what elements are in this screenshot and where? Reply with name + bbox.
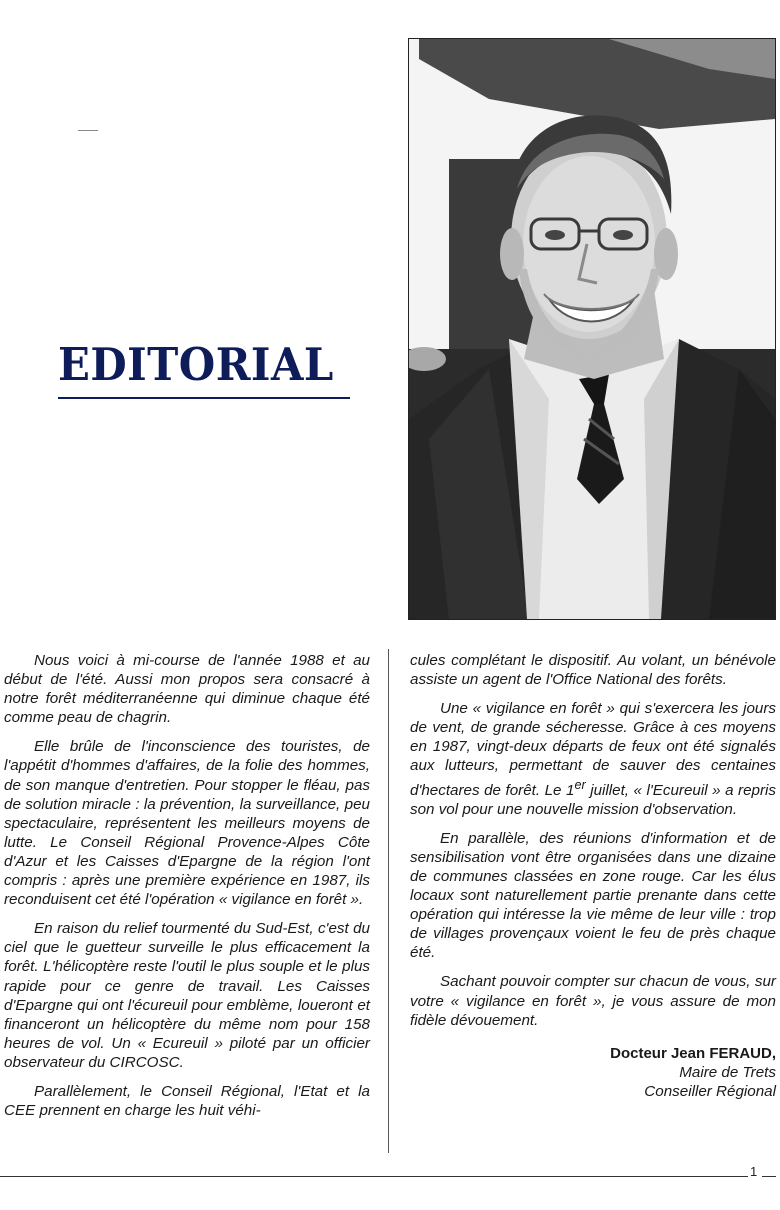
title-underline xyxy=(58,397,350,399)
portrait-illustration xyxy=(409,39,775,619)
article-column-left xyxy=(4,651,370,1130)
signature-title: Conseiller Régional xyxy=(644,1082,776,1100)
page-title: EDITORIAL xyxy=(58,338,334,391)
paragraph: Nous voici à mi-course de l'année 1988 et au début de l'été. Aussi mon propos sera consacré à notre forêt méditerranéenne qui diminue chaque été comme peau de chagrin. xyxy=(4,652,370,727)
superscript: er xyxy=(574,777,586,792)
column-divider xyxy=(388,649,389,1153)
paragraph xyxy=(410,699,776,819)
portrait-photo xyxy=(408,38,776,620)
footer-rule-tail xyxy=(762,1176,776,1177)
signature-title: Maire de Trets xyxy=(679,1063,776,1081)
signature-block xyxy=(410,1044,776,1101)
paragraph: cules complétant le dispositif. Au volant, un bénévole assiste un agent de l'Office National des forêts. xyxy=(410,652,776,689)
editorial-heading xyxy=(58,338,354,399)
paragraph: En parallèle, des réunions d'information et de sensibilisation vont être organisées dans une dizaine de communes classées en zone rouge. Car les élus locaux sont naturellement partie prenante dans cette opération qui intéresse la vie même de leur ville : trop de villages provençaux voient le feu de près chaque été. xyxy=(410,829,776,962)
page-number: 1 xyxy=(750,1164,758,1179)
footer-rule xyxy=(0,1176,748,1177)
paragraph-text: juillet, « l'Ecureuil » a repris son vol pour une nouvelle mission d'observation. xyxy=(410,781,776,818)
stray-mark xyxy=(78,130,98,131)
signature-name: Docteur Jean FERAUD, xyxy=(610,1044,776,1062)
paragraph: Sachant pouvoir compter sur chacun de vous, sur votre « vigilance en forêt », je vous assure de mon fidèle dévouement. xyxy=(410,973,776,1029)
article-column-right xyxy=(410,651,776,1101)
paragraph: Parallèlement, le Conseil Régional, l'Etat et la CEE prennent en charge les huit véhi- xyxy=(4,1082,370,1120)
paragraph: En raison du relief tourmenté du Sud-Est, c'est du ciel que le guetteur surveille le plus efficacement la forêt. L'hélicoptère reste l'outil le plus souple et le plus rapide pour ce genre de travail. Les Caisses d'Epargne qui ont l'écureuil pour emblème, loueront et financeront un hélicoptère du même nom pour 158 heures de vol. Un « Ecureuil » piloté par un officier observateur du CIRCOSC. xyxy=(4,920,370,1071)
paragraph-text: Une « vigilance en forêt » qui s'exercera les jours de vent, de grande sécheresse. Grâce à ces moyens en 1987, vingt-deux départs de feux ont été signalés aux lutteurs, permettant de sauver des centaines d'hectares de forêt. Le 1 xyxy=(410,700,776,799)
paragraph: Elle brûle de l'inconscience des touristes, de l'appétit d'hommes d'affaires, de la folie des hommes, de son manque d'entretien. Pour stopper le fléau, pas de solution miracle : la prévention, la surveillance, peu spectaculaire, représentent les meilleurs moyens de lutte. Le Conseil Régional Provence-Alpes Côte d'Azur et les Caisses d'Epargne de la région l'ont compris : après une première expérience en 1987, ils reconduisent cet été l'opération « vigilance en forêt ». xyxy=(4,738,370,909)
